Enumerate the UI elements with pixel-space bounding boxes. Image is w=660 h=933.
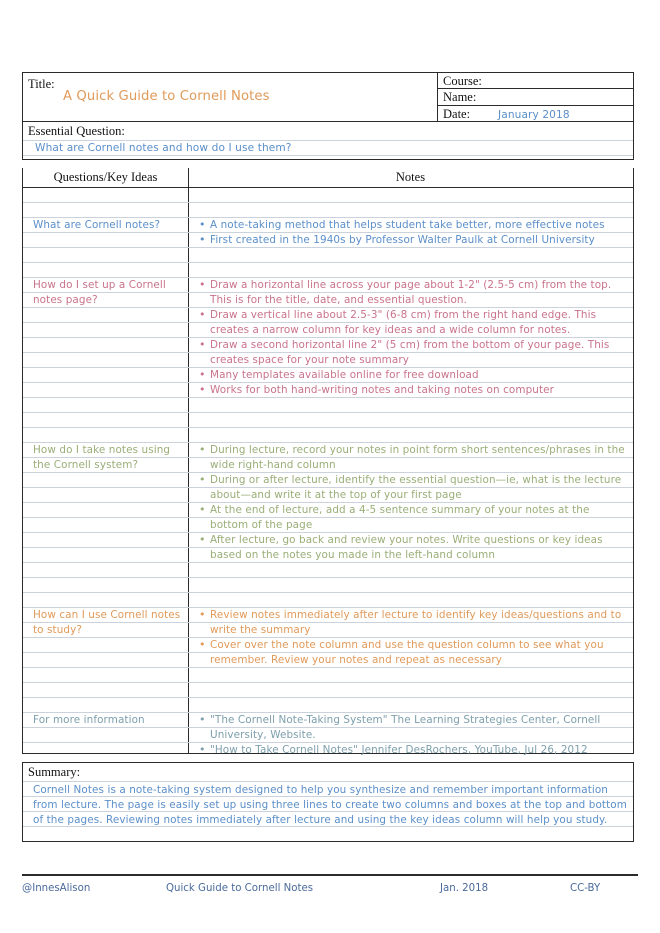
question-cell[interactable]: How do I take notes using the Cornell system?	[33, 444, 171, 471]
date-value[interactable]: January 2018	[498, 108, 570, 121]
note-bullet: • Draw a horizontal line across your page about 1-2" (2.5-5 cm) from the top. This is for the title, date, and essential question.	[198, 278, 627, 308]
rule-line	[23, 781, 633, 782]
notes-cell[interactable]	[198, 713, 627, 758]
column-header-notes: Notes	[395, 170, 426, 184]
note-sheet	[22, 72, 634, 842]
notes-list	[198, 278, 627, 398]
name-label: Name:	[443, 90, 477, 105]
name-row	[438, 89, 633, 105]
note-bullet: • During or after lecture, identify the essential question—ie, what is the lecture about—and write it at the top of your first page	[198, 473, 627, 503]
footer-divider	[22, 874, 638, 876]
question-cell[interactable]: What are Cornell notes?	[33, 219, 161, 231]
note-bullet: • "The Cornell Note-Taking System" The Learning Strategies Center, Cornell University, Website.	[198, 713, 627, 743]
question-cell[interactable]: How can I use Cornell notes to study?	[33, 609, 181, 636]
question-cell[interactable]: How do I set up a Cornell notes page?	[33, 279, 166, 306]
note-bullet: • Works for both hand-writing notes and taking notes on computer	[198, 383, 627, 398]
table-header-row	[23, 168, 633, 188]
footer-date: Jan. 2018	[440, 883, 489, 894]
date-label: Date:	[443, 106, 471, 121]
note-bullet: • After lecture, go back and review your notes. Write questions or key ideas based on the notes you made in the left-hand column	[198, 533, 627, 563]
course-meta-box	[437, 73, 633, 121]
note-bullet: • "How to Take Cornell Notes" Jennifer DesRochers, YouTube, Jul 26, 2012	[198, 743, 627, 758]
footer-doc-title: Quick Guide to Cornell Notes	[166, 883, 314, 894]
essential-question-block	[22, 122, 634, 160]
table-body	[23, 187, 633, 756]
course-row	[438, 73, 633, 89]
note-bullet: • Many templates available online for free download	[198, 368, 627, 383]
title-block	[22, 72, 634, 122]
question-cell[interactable]: For more information	[33, 714, 145, 726]
note-bullet: • Draw a vertical line about 2.5-3" (6-8 cm) from the right hand edge. This creates a narrow column for key ideas and a wide column for notes.	[198, 308, 627, 338]
notes-list	[198, 443, 627, 563]
title-value: A Quick Guide to Cornell Notes	[63, 89, 270, 104]
footer-license: CC-BY	[570, 883, 601, 894]
note-bullet: • During lecture, record your notes in point form short sentences/phrases in the wide right-hand column	[198, 443, 627, 473]
notes-cell[interactable]	[198, 218, 627, 248]
date-row	[438, 106, 633, 122]
essential-question-value[interactable]: What are Cornell notes and how do I use them?	[35, 142, 292, 154]
page-footer	[0, 883, 660, 903]
note-bullet: • Review notes immediately after lecture to identify key ideas/questions and to write the summary	[198, 608, 627, 638]
course-label: Course:	[443, 74, 482, 88]
title-label: Title:	[28, 77, 55, 91]
notes-list	[198, 218, 627, 248]
summary-text[interactable]: Cornell Notes is a note-taking system designed to help you synthesize and remember important information from lecture. The page is easily set up using three lines to create two columns and boxes at the top and bottom of the pages. Reviewing notes immediately after lecture and using the key ideas column will help you study.	[33, 784, 627, 826]
note-bullet: • At the end of lecture, add a 4-5 sentence summary of your notes at the bottom of the page	[198, 503, 627, 533]
column-header-questions: Questions/Key Ideas	[53, 170, 158, 184]
notes-list	[198, 608, 627, 668]
notes-cell[interactable]	[198, 608, 627, 668]
note-bullet: • Cover over the note column and use the question column to see what you remember. Review your notes and repeat as necessary	[198, 638, 627, 668]
note-bullet: • Draw a second horizontal line 2" (5 cm) from the bottom of your page. This creates space for your note summary	[198, 338, 627, 368]
notes-list	[198, 713, 627, 758]
essential-question-label: Essential Question:	[28, 124, 125, 138]
footer-handle: @InnesAlison	[22, 883, 91, 894]
cornell-table	[22, 168, 634, 754]
note-bullet: • A note-taking method that helps student take better, more effective notes	[198, 218, 627, 233]
summary-label: Summary:	[28, 765, 81, 779]
summary-block	[22, 762, 634, 842]
notes-cell[interactable]	[198, 443, 627, 563]
notes-cell[interactable]	[198, 278, 627, 398]
rule-line	[23, 155, 633, 156]
note-bullet: • First created in the 1940s by Professor Walter Paulk at Cornell University	[198, 233, 627, 248]
